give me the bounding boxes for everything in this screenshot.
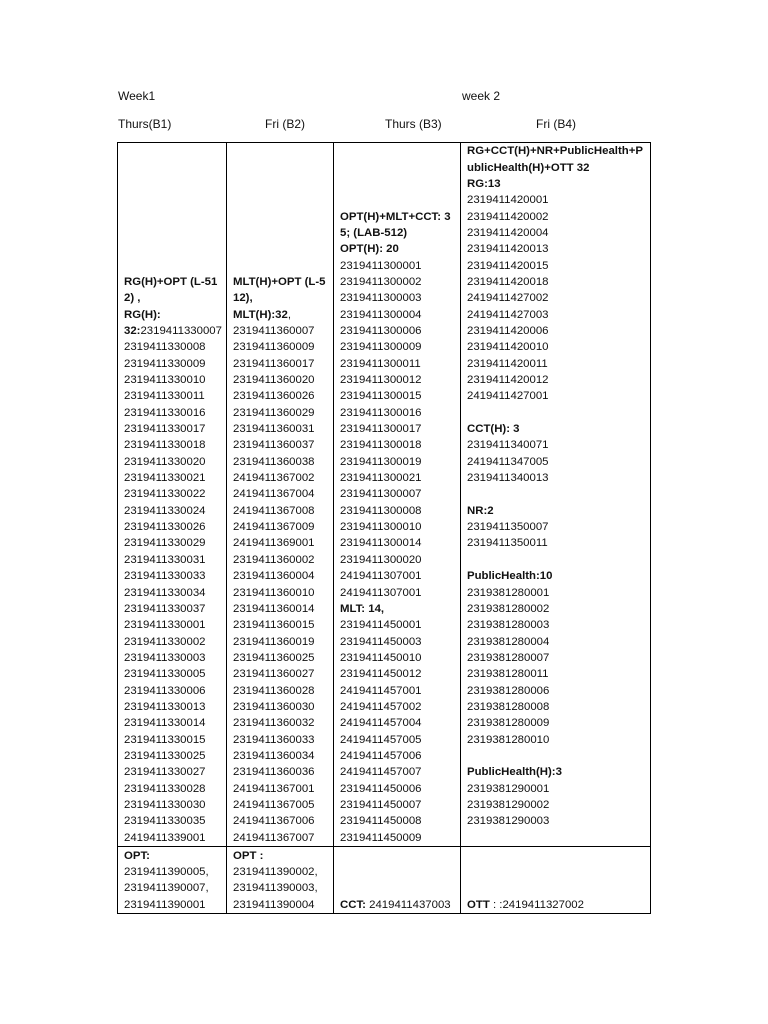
footer-b4-ott-label: OTT [467,898,490,911]
student-id: 2319411300008 [340,504,422,517]
student-id: 2319381280004 [467,635,550,648]
cell-b1 [118,143,227,847]
student-id: 2319381290003 [467,815,550,828]
footer-row [118,847,651,914]
b1-first-id: 2319411330007 [140,325,222,337]
student-id: 2419411457001 [340,684,422,697]
student-id: 2319411420012 [467,374,549,387]
student-id: 2319411300004 [340,308,422,321]
student-id: 2419411457004 [340,717,422,730]
student-id: 2319411360026 [233,390,315,403]
student-id: 2319411390002, [233,865,318,878]
student-id: 2319411360014 [233,602,315,615]
student-id: 2319411330001 [124,619,206,632]
student-id: 2319411390003, [233,882,318,895]
cell-b4 [461,143,651,847]
student-id: 2319381280008 [467,700,550,713]
student-id: 2419411367007 [233,831,315,844]
column-header-thurs-b3: Thurs (B3) [385,117,442,131]
student-id: 2319411330005 [124,668,206,681]
column-header-fri-b2: Fri (B2) [265,117,305,131]
student-id: 2319411300003 [340,292,422,305]
student-id: 2419411367005 [233,798,315,811]
student-id: 2319411360032 [233,717,315,730]
student-id: 2419411367006 [233,815,315,828]
footer-b3-cct-line [340,897,457,913]
footer-b3-cct-label: CCT: [340,898,366,911]
student-id: 2319411450001 [340,619,422,632]
student-id: 2419411307001 [340,586,422,599]
student-id: 2319381290002 [467,798,550,811]
student-id: 2319411360004 [233,570,315,583]
student-id: 2419411307001 [340,570,422,583]
footer-b1-opt-label: OPT: [124,849,150,862]
student-id: 2319411300006 [340,325,422,337]
student-id: 2319411330003 [124,651,206,664]
student-id: 2319411300010 [340,521,422,534]
b1-id-list [124,339,223,846]
student-id: 2319411390004 [233,898,315,911]
student-id: 2319411360030 [233,700,315,713]
main-row [118,143,651,847]
student-id: 2319411330025 [124,749,206,762]
student-id: 2319381280009 [467,717,550,730]
student-id: 2319411360037 [233,439,315,452]
student-id: 2319411450012 [340,668,422,681]
column-header-thurs-b1: Thurs(B1) [118,117,172,131]
b1-rg-label: RG(H): [124,308,161,321]
student-id: 2319411340071 [467,439,549,452]
student-id: 2419411367004 [233,488,315,501]
footer-b4-ott-line [467,897,647,913]
student-id: 2319411360019 [233,635,315,648]
student-id: 2419411339001 [124,831,206,844]
student-id: 2319411330013 [124,700,206,713]
b4-group-title: RG+CCT(H)+NR+PublicHealth+PublicHealth(H)+OTT 32 [467,145,643,174]
student-id: 2319411360002 [233,553,315,566]
student-id: 2319411330020 [124,455,206,468]
student-id: 2319411450007 [340,798,422,811]
student-id: 2319411330037 [124,602,206,615]
student-id: 2319411330035 [124,815,206,828]
student-id: 2319411330015 [124,733,206,746]
student-id: 2319411330022 [124,488,206,501]
spacer [467,830,647,846]
student-id: 2319411360029 [233,406,315,419]
student-id: 2419411347005 [467,455,549,468]
footer-cell-b3 [334,847,461,914]
student-id: 2319411390001 [124,898,206,911]
student-id: 2319411300015 [340,390,422,403]
student-id: 2319411420011 [467,357,548,370]
student-id: 2319411360007 [233,325,315,337]
b2-group-title: MLT(H)+OPT (L-512), [233,275,326,305]
b4-nr-id-list [467,519,647,552]
b4-publichealth-h-id-list [467,781,647,830]
b1-group-title: RG(H)+OPT (L-512) , [124,275,218,305]
student-id: 2319411300012 [340,374,422,387]
student-id: 2319411420010 [467,341,549,354]
b2-mlt-count-line [233,307,330,323]
student-id: 2419411367001 [233,782,315,795]
column-header-fri-b4: Fri (B4) [536,117,576,131]
cell-b2 [227,143,334,847]
student-id: 2319411300018 [340,439,422,452]
student-id: 2319381290001 [467,782,550,795]
student-id: 2319411330021 [124,472,206,485]
student-id: 2419411427003 [467,308,549,321]
student-id: 2319411330031 [124,553,206,566]
student-id: 2319411360027 [233,668,315,681]
cell-b3 [334,143,461,847]
student-id: 2319411330008 [124,341,206,354]
student-id: 2319381280011 [467,668,549,681]
student-id: 2319411420002 [467,210,549,223]
student-id: 2319411330024 [124,504,206,517]
student-id: 2319411300019 [340,455,422,468]
b4-nr-label: NR:2 [467,504,494,517]
b4-cct-id-list [467,437,647,486]
student-id: 2319411330017 [124,423,206,436]
student-id: 2319411330033 [124,570,206,583]
b4-rg-id-list [467,192,647,404]
student-id: 2419411457002 [340,700,422,713]
student-id: 2319381280003 [467,619,550,632]
student-id: 2319411360009 [233,341,315,354]
student-id: 2319411300009 [340,341,422,354]
student-id: 2419411369001 [233,537,315,550]
student-id: 2319411300014 [340,537,422,550]
spacer [467,486,647,502]
student-id: 2319411360025 [233,651,315,664]
student-id: 2319411450009 [340,831,422,844]
student-id: 2419411367008 [233,504,315,517]
student-id: 2319411450006 [340,782,422,795]
student-id: 2319411420006 [467,325,549,337]
student-id: 2319411360017 [233,357,315,370]
student-id: 2319411450010 [340,651,422,664]
student-id: 2319411420015 [467,259,549,272]
student-id: 2319411300011 [340,357,421,370]
student-id: 2319411300001 [340,259,422,272]
student-id: 2319411360036 [233,766,315,779]
footer-cell-b4 [461,847,651,914]
student-id: 2319381280010 [467,733,550,746]
week2-heading: week 2 [462,89,501,103]
student-id: 2319411300007 [340,488,422,501]
student-id: 2319411300002 [340,275,422,288]
student-id: 2319411350011 [467,537,548,550]
spacer [467,405,647,421]
b4-publichealth-id-list [467,585,647,748]
student-id: 2319411300017 [340,423,422,436]
student-id: 2319411330018 [124,439,206,452]
student-id: 2319411330009 [124,357,206,370]
spacer [467,552,647,568]
student-id: 2319411330027 [124,766,206,779]
footer-cell-b2 [227,847,334,914]
b3-mlt-label: MLT: 14, [340,602,385,615]
student-id: 2319411330011 [124,390,205,403]
student-id: 2419411457006 [340,749,422,762]
student-id: 2319411330002 [124,635,206,648]
student-id: 2319411420013 [467,243,549,256]
student-id: 2319411330010 [124,374,206,387]
student-id: 2319411330026 [124,521,206,534]
b1-rg-count: 32: [124,325,141,337]
b3-opt-label: OPT(H): 20 [340,243,399,256]
student-id: 2319411420004 [467,226,549,239]
footer-b4-ott-id: : :2419411327002 [489,898,584,911]
footer-b2-opt-label: OPT : [233,849,264,862]
student-id: 2419411427002 [467,292,549,305]
student-id: 2319411450003 [340,635,422,648]
student-id: 2319381280006 [467,684,550,697]
student-id: 2419411367002 [233,472,315,485]
student-id: 2319411360038 [233,455,315,468]
b4-cct-label: CCT(H): 3 [467,423,520,436]
b3-mlt-id-list [340,617,457,846]
footer-b3-cct-id: 2419411437003 [365,898,451,911]
student-id: 2319411340013 [467,472,549,485]
student-id: 2319411300021 [340,472,422,485]
student-id: 2319381280007 [467,651,550,664]
student-id: 2319411360020 [233,374,315,387]
student-id: 2319411360031 [233,423,315,436]
b2-comma: , [287,308,292,321]
student-id: 2319411330029 [124,537,206,550]
student-id: 2319411360010 [233,586,315,599]
student-id: 2319411420001 [467,194,549,207]
spacer [467,748,647,764]
schedule-table [117,142,651,914]
student-id: 2319411330006 [124,684,206,697]
student-id: 2319411360034 [233,749,315,762]
student-id: 2319411390007, [124,882,209,895]
student-id: 2319411420018 [467,275,549,288]
student-id: 2319411360028 [233,684,315,697]
student-id: 2419411367009 [233,521,315,534]
b1-rg-count-line [124,323,223,339]
student-id: 2319411350007 [467,521,549,534]
b4-publichealth-h-label: PublicHealth(H):3 [467,766,562,779]
student-id: 2419411457007 [340,766,422,779]
b2-id-list [233,323,330,846]
b4-publichealth-label: PublicHealth:10 [467,570,553,583]
student-id: 2319411330016 [124,406,206,419]
student-id: 2319381280001 [467,586,550,599]
week1-heading: Week1 [118,89,156,103]
footer-b2-id-list [233,864,330,913]
student-id: 2319411450008 [340,815,422,828]
student-id: 2319411330030 [124,798,206,811]
b4-rg-label: RG:13 [467,177,501,190]
student-id: 2319411330034 [124,586,206,599]
student-id: 2319411360033 [233,733,315,746]
footer-b1-id-list [124,864,223,913]
student-id: 2319381280002 [467,602,550,615]
student-id: 2319411330014 [124,717,206,730]
b2-mlt-count: MLT(H):32 [233,308,288,321]
student-id: 2419411457005 [340,733,422,746]
student-id: 2319411300016 [340,406,422,419]
student-id: 2319411360015 [233,619,315,632]
student-id: 2419411427001 [467,390,549,403]
student-id: 2319411300020 [340,553,422,566]
b3-opt-id-list [340,258,457,601]
student-id: 2319411330028 [124,782,206,795]
b3-group-title: OPT(H)+MLT+CCT: 35; (LAB-512) [340,210,451,239]
footer-cell-b1 [118,847,227,914]
student-id: 2319411390005, [124,865,209,878]
